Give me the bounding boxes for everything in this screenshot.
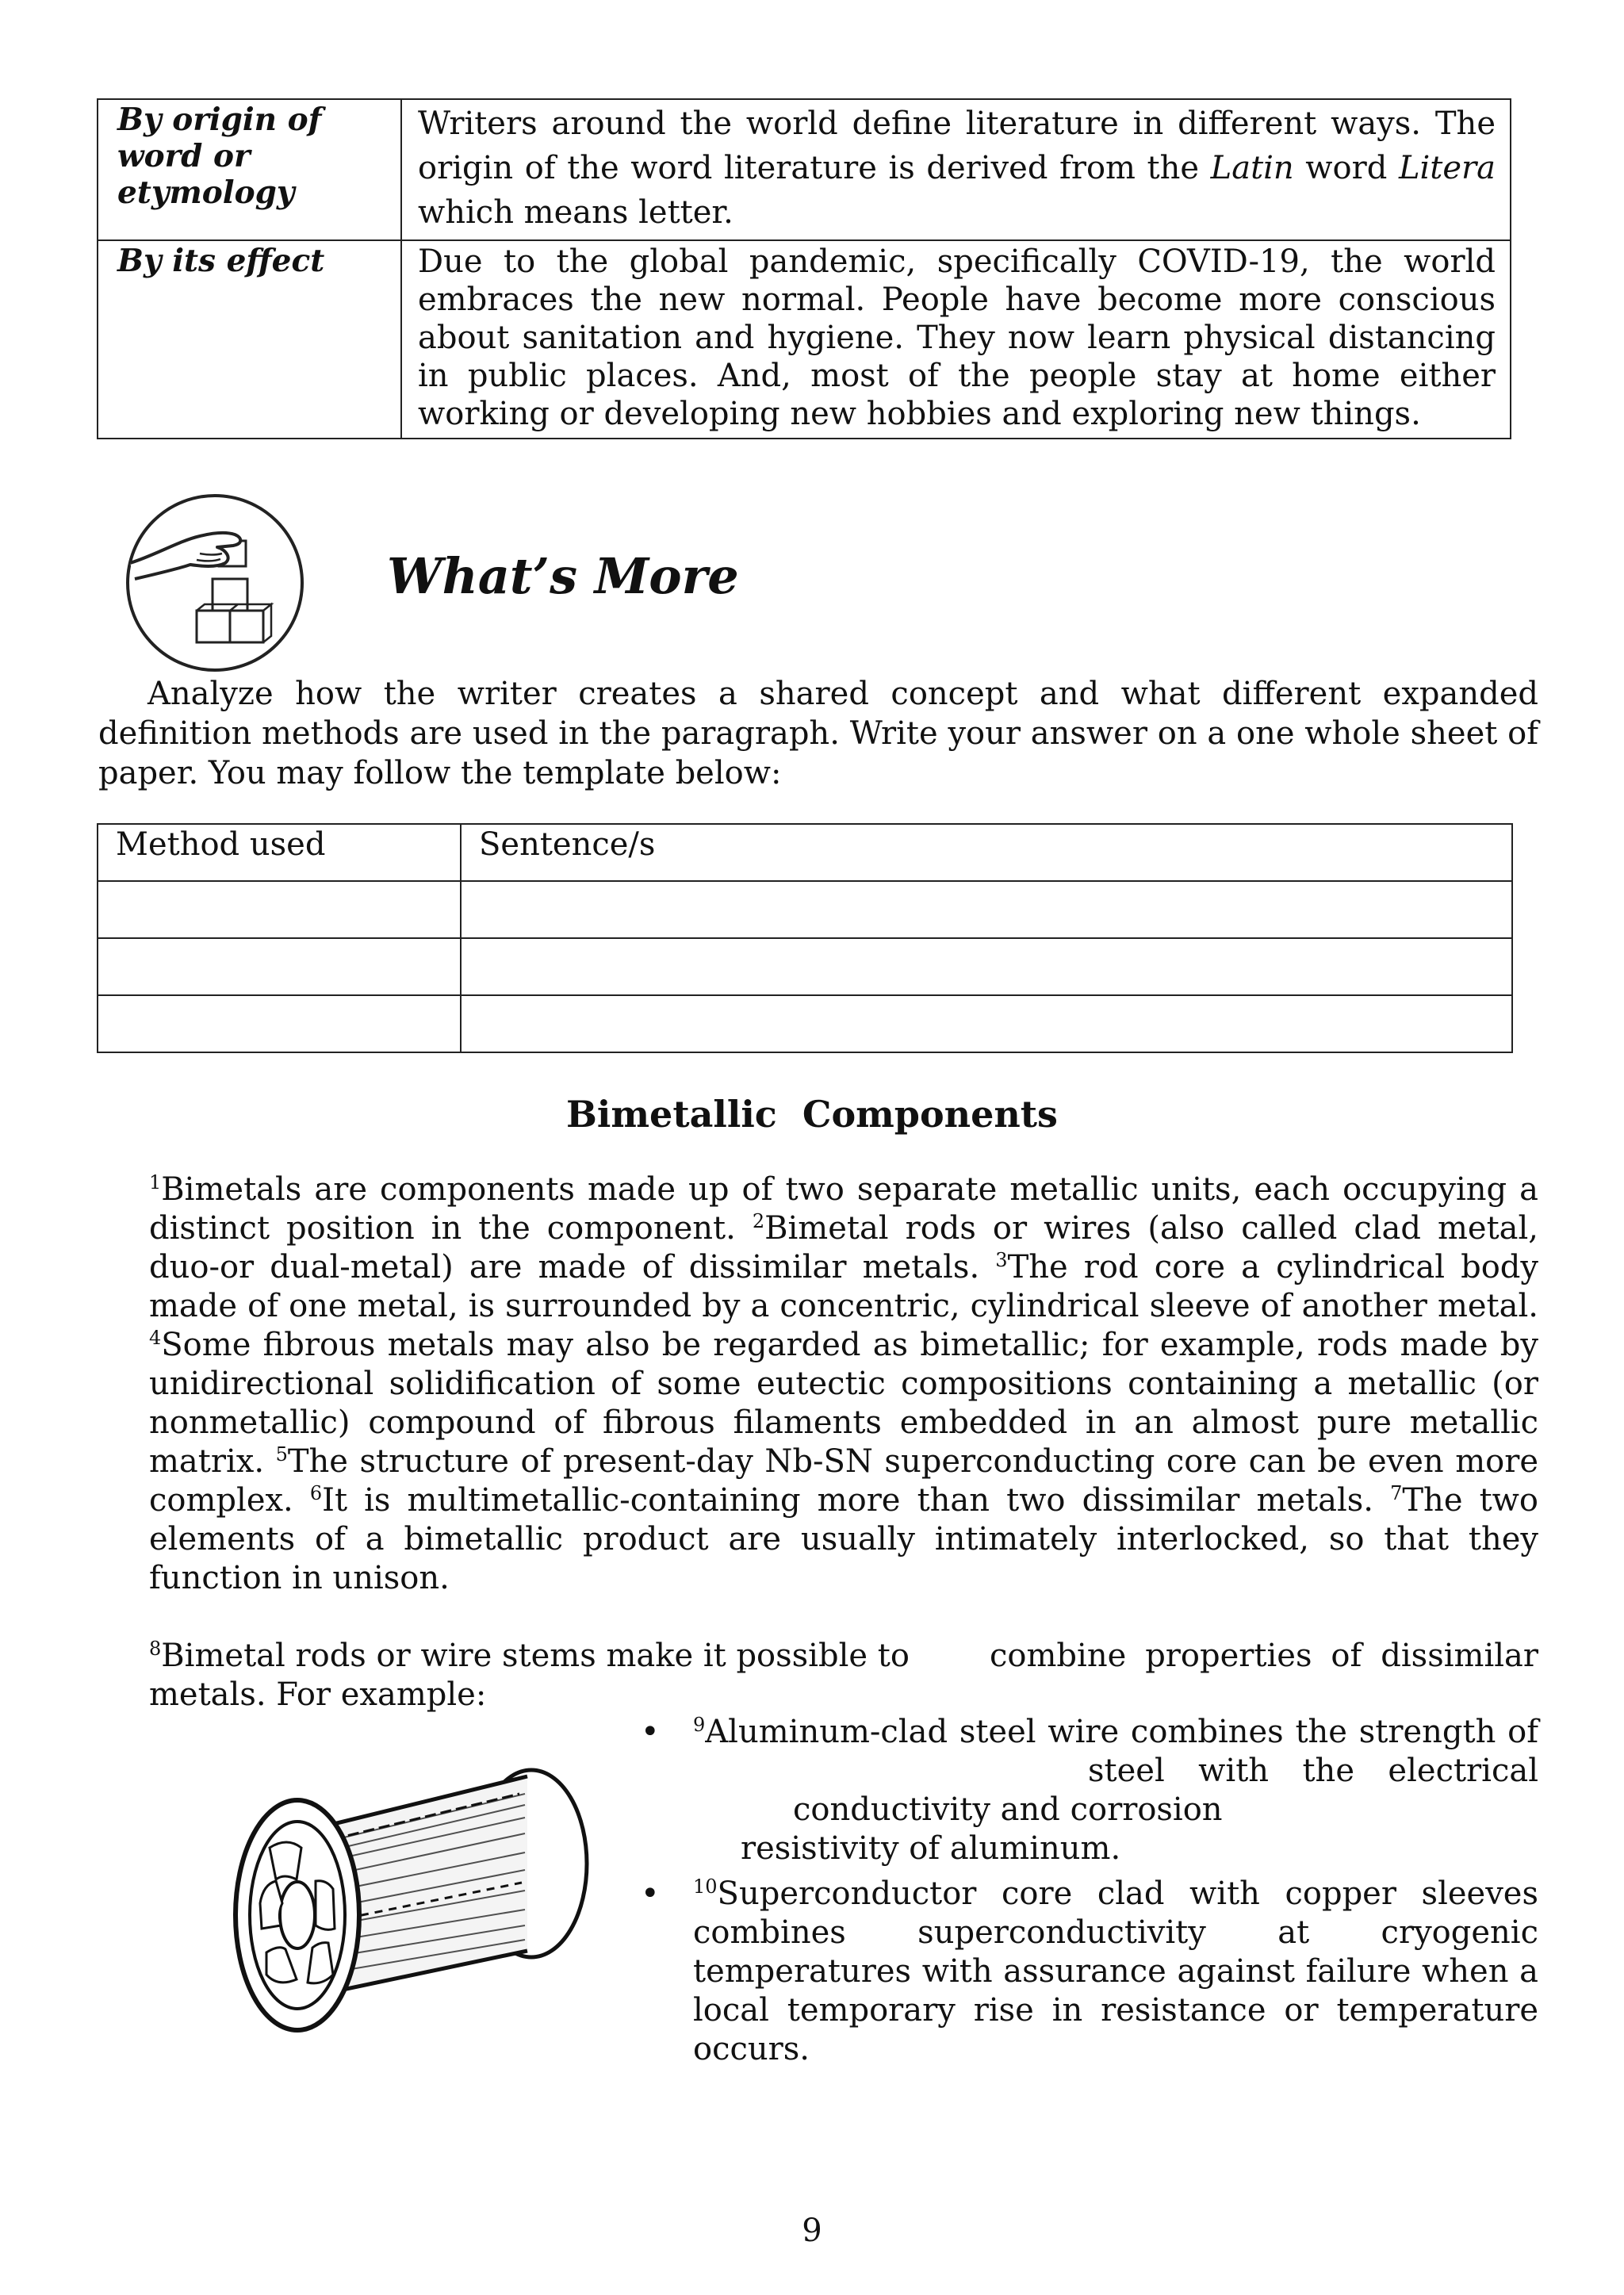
- table-row: [98, 240, 1511, 439]
- table-row: [98, 99, 1511, 240]
- bullet-marker: •: [641, 1714, 660, 1750]
- passage-title: Bimetallic Components: [566, 1093, 1058, 1136]
- table-cell: [98, 995, 461, 1052]
- column-header-sentences: Sentence/s: [461, 824, 1512, 881]
- passage-paragraph-2-left: $^8$Bimetal rods or wire stems make it possible to: [149, 1638, 910, 1674]
- table-cell: [98, 938, 461, 995]
- wire-spool-image: [214, 1745, 626, 2046]
- definition-term: By its effect: [98, 240, 401, 439]
- definition-description: Writers around the world define literature in different ways. The origin of the word literature is derived from the Latin word Litera which means letter.: [401, 99, 1511, 240]
- bullet-2-text: $^{10}$Superconductor core clad with copper sleeves combines superconductivity at cryogenic temperatures with assurance against failure when a local temporary rise in resistance or temperature occurs.: [693, 1875, 1538, 2067]
- section-title: What’s More: [387, 547, 739, 605]
- table-row: [98, 938, 1512, 995]
- table-cell: [461, 881, 1512, 938]
- column-header-method: Method used: [98, 824, 461, 881]
- instructions-paragraph: Analyze how the writer creates a shared concept and what different expanded definition methods are used in the paragraph. Write your answer on a one whole sheet of paper. You may follow the template below:: [98, 676, 1538, 791]
- table-cell: [461, 938, 1512, 995]
- table-row: [98, 881, 1512, 938]
- bullet-1-line-3: conductivity and corrosion: [793, 1791, 1223, 1828]
- definition-term: By origin of word or etymology: [98, 99, 401, 240]
- passage-paragraph-2-right: combine properties of dissimilar: [990, 1638, 1538, 1674]
- page-number: 9: [802, 2213, 822, 2249]
- bullet-1-line-2: steel with the electrical: [1088, 1753, 1538, 1789]
- table-cell: [98, 881, 461, 938]
- definition-table: [97, 98, 1511, 439]
- table-cell: [461, 995, 1512, 1052]
- passage-paragraph-1: $^1$Bimetals are components made up of two separate metallic units, each occupying a distinct position in the component. $^2$Bimetal rods or wires (also called clad metal, duo-or dual-metal) are made of dissimilar metals. $^3$The rod core a cylindrical body made of one metal, is surrounded by a concentric, cylindrical sleeve of another metal. $^4$Some fibrous metals may also be regarded as bimetallic; for example, rods made by unidirectional solidification of some eutectic compositions containing a metallic (or nonmetallic) compound of fibrous filaments embedded in an almost pure metallic matrix. $^5$The structure of present-day Nb-SN superconducting core can be even more complex. $^6$It is multimetallic-containing more than two dissimilar metals. $^7$The two elements of a bimetallic product are usually intimately interlocked, so that they function in unison.: [149, 1171, 1538, 1596]
- bullet-1-line-4: resistivity of aluminum.: [741, 1830, 1121, 1867]
- table-header-row: [98, 824, 1512, 881]
- table-row: [98, 995, 1512, 1052]
- definition-description: Due to the global pandemic, specifically COVID-19, the world embraces the new normal. People have become more conscious about sanitation and hygiene. They now learn physical distancing in public places. And, most of the people stay at home either working or developing new hobbies and exploring new things.: [401, 240, 1511, 439]
- bullet-1-line-1: $^9$Aluminum-clad steel wire combines the strength of: [693, 1714, 1538, 1750]
- passage-paragraph-2-line2: metals. For example:: [149, 1676, 487, 1713]
- answer-template-table: [97, 823, 1513, 1053]
- bullet-marker: •: [641, 1875, 660, 1912]
- stacking-blocks-icon: [124, 492, 306, 674]
